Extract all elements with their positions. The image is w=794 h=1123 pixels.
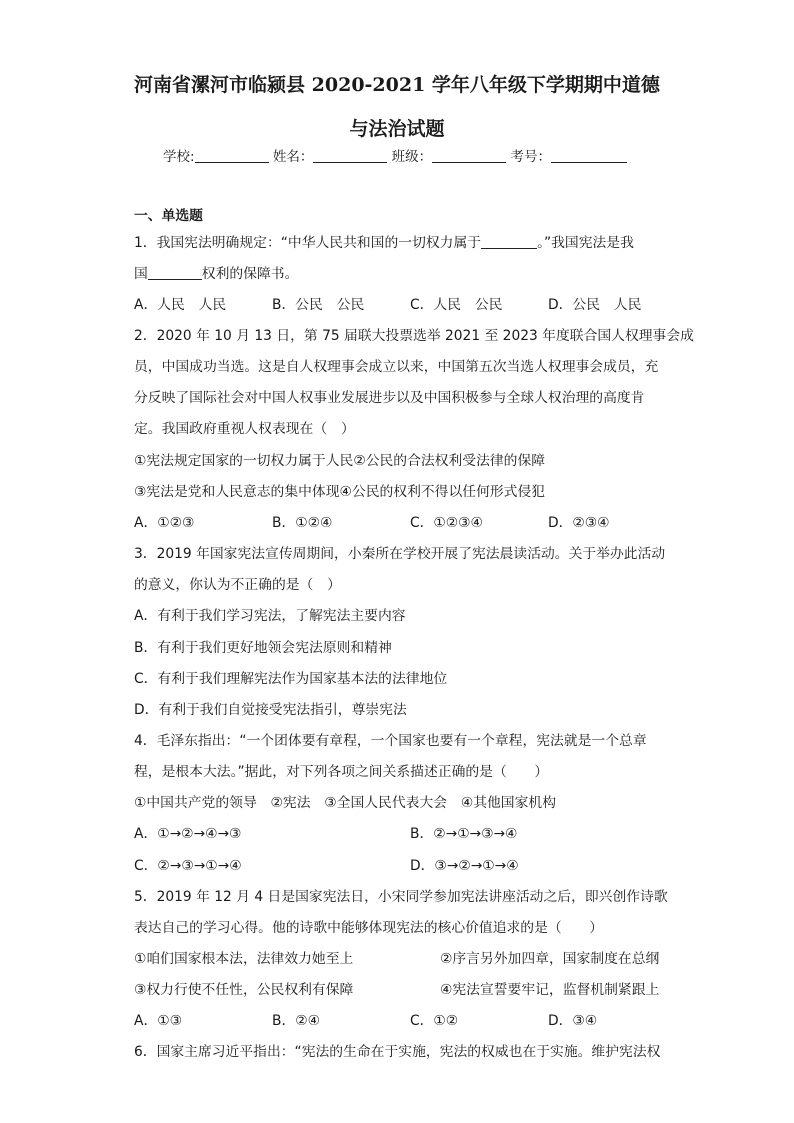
q1-option-c: C．人民 公民	[410, 297, 503, 313]
q5-line-1: 5．2019 年 12 月 4 日是国家宪法日，小宋同学参加宪法讲座活动之后，即兴创作诗歌	[134, 889, 668, 905]
q2-line-2: 员，中国成功当选。这是自人权理事会成立以来，中国第五次当选人权理事会成员，充	[134, 359, 659, 375]
q1-text-a: 1．我国宪法明确规定：“中华人民共和国的一切权力属于	[134, 235, 482, 251]
q4-option-b: B．②→①→③→④	[410, 826, 518, 842]
q3-option-d: D．有利于我们自觉接受宪法指引，尊崇宪法	[134, 702, 407, 718]
school-blank	[195, 149, 269, 163]
q4-line-2: 程，是根本大法。”据此，对下列各项之间关系描述正确的是（ ）	[134, 764, 549, 780]
q2-option-d: D．②③④	[548, 515, 610, 531]
title-line-1: 河南省漯河市临颍县 2020-2021 学年八年级下学期期中道德	[134, 74, 660, 96]
q2-line-1: 2．2020 年 10 月 13 日，第 75 届联大投票选举 2021 至 2023 年度联合国人权理事会成	[134, 328, 694, 344]
section-heading: 一、单选题	[134, 208, 203, 224]
q1-text-b: 。”我国宪法是我	[537, 235, 634, 251]
exam-number-label: 考号：	[510, 149, 551, 165]
q2-option-b: B．①②④	[272, 515, 333, 531]
q4-line-1: 4．毛泽东指出：“一个团体要有章程，一个国家也要有一个章程，宪法就是一个总章	[134, 733, 647, 749]
q4-option-a: A．①→②→④→③	[134, 826, 242, 842]
q4-line-3: ①中国共产党的领导 ②宪法 ③全国人民代表大会 ④其他国家机构	[134, 795, 556, 811]
school-label: 学校:	[163, 149, 195, 165]
name-label: 姓名：	[272, 149, 314, 165]
q3-line-2: 的意义，你认为不正确的是（ ）	[134, 577, 341, 593]
q4-option-d: D．③→②→①→④	[410, 858, 519, 874]
q2-option-c: C．①②③④	[410, 515, 483, 531]
q5-option-d: D．③④	[548, 1013, 598, 1029]
q1-option-d: D．公民 人民	[548, 297, 642, 313]
q1-blank-1	[481, 235, 537, 249]
q2-line-6: ③宪法是党和人民意志的集中体现④公民的权利不得以任何形式侵犯	[134, 484, 546, 500]
title-line-2: 与法治试题	[349, 118, 445, 140]
q1-line-1	[134, 234, 634, 252]
q1-text-d: 权利的保障书。	[201, 266, 299, 282]
q5-line-2: 表达自己的学习心得。他的诗歌中能够体现宪法的核心价值追求的是（ ）	[134, 920, 604, 936]
q3-option-a: A．有利于我们学习宪法，了解宪法主要内容	[134, 608, 406, 624]
q1-text-c: 国	[134, 266, 148, 282]
q1-option-a: A．人民 人民	[134, 297, 227, 313]
q1-option-b: B．公民 公民	[272, 297, 365, 313]
q5-option-c: C．①②	[410, 1013, 459, 1029]
q5-option-a: A．①③	[134, 1013, 182, 1029]
q5-option-b: B．②④	[272, 1013, 320, 1029]
q5-item-3: ③权力行使不任性，公民权利有保障	[134, 982, 354, 998]
q2-line-3: 分反映了国际社会对中国人权事业发展进步以及中国积极参与全球人权治理的高度肯	[134, 390, 645, 406]
q2-option-a: A．①②③	[134, 515, 195, 531]
q3-option-b: B．有利于我们更好地领会宪法原则和精神	[134, 640, 392, 656]
q5-item-2: ②序言另外加四章，国家制度在总纲	[440, 951, 660, 967]
class-blank	[432, 149, 506, 163]
q6-line-1: 6．国家主席习近平指出：“宪法的生命在于实施，宪法的权威也在于实施。维护宪法权	[134, 1044, 661, 1060]
q2-line-4: 定。我国政府重视人权表现在（ ）	[134, 421, 355, 437]
q2-line-5: ①宪法规定国家的一切权力属于人民②公民的合法权利受法律的保障	[134, 453, 546, 469]
q5-item-4: ④宪法宣誓要牢记，监督机制紧跟上	[440, 982, 660, 998]
class-label: 班级：	[391, 149, 433, 165]
name-blank	[313, 149, 387, 163]
q1-line-2	[134, 265, 298, 283]
q4-option-c: C．②→③→①→④	[134, 858, 242, 874]
q1-blank-2	[148, 266, 202, 280]
q3-option-c: C．有利于我们理解宪法作为国家基本法的法律地位	[134, 671, 448, 687]
exam-number-blank	[551, 149, 627, 163]
student-info-row	[163, 145, 627, 165]
q3-line-1: 3．2019 年国家宪法宣传周期间，小秦所在学校开展了宪法晨读活动。关于举办此活动	[134, 546, 666, 562]
q5-item-1: ①咱们国家根本法，法律效力她至上	[134, 951, 354, 967]
